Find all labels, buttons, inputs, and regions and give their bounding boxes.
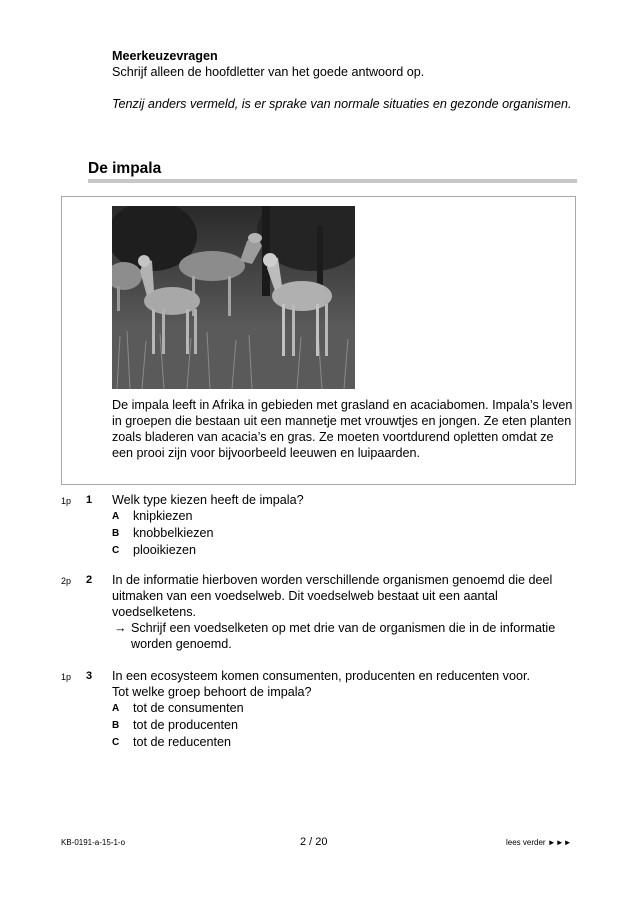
option-text: tot de consumenten: [133, 701, 244, 715]
question-2-instruction: [112, 620, 580, 652]
arrow-icon: →: [114, 621, 127, 635]
question-2: [112, 572, 580, 652]
question-1-option-a: [112, 508, 580, 525]
question-1-option-b: [112, 525, 580, 542]
intro-note: Tenzij anders vermeld, is er sprake van normale situaties en gezonde organismen.: [112, 97, 572, 111]
option-letter: C: [112, 545, 120, 556]
option-letter: B: [112, 720, 120, 731]
option-letter: B: [112, 528, 120, 539]
question-3-option-b: [112, 717, 580, 734]
question-3: [112, 668, 580, 751]
question-3-points: 1p: [61, 672, 72, 682]
option-text: tot de producenten: [133, 718, 239, 732]
footer-continue: lees verder ►►►: [506, 838, 572, 847]
section-title: De impala: [88, 160, 162, 177]
option-letter: A: [112, 511, 120, 522]
option-text: tot de reducenten: [133, 735, 232, 749]
question-1-option-c: [112, 542, 580, 559]
question-3-text: In een ecosysteem komen consumenten, producenten en reducenten voor.: [112, 669, 530, 683]
question-1: [112, 492, 580, 559]
question-3-option-c: [112, 734, 580, 751]
option-letter: A: [112, 703, 120, 714]
question-2-points: 2p: [61, 576, 72, 586]
question-2-text: In de informatie hierboven worden verschillende organismen genoemd die deel uitmaken van een voedselweb. Dit voedselweb bestaat uit een aantal voedselketens.: [112, 573, 553, 619]
intro-heading: Meerkeuzevragen: [112, 49, 218, 63]
impala-photo: [112, 206, 355, 389]
intro-instruction: Schrijf alleen de hoofdletter van het goede antwoord op.: [112, 65, 425, 79]
question-1-number: 1: [86, 494, 93, 506]
info-text: De impala leeft in Afrika in gebieden met grasland en acaciabomen. Impala’s leven in groepen die bestaan uit een mannetje met vrouwtjes en jongen. Ze eten planten zoals bladeren van acacia’s en gras. Ze moeten voortdurend opletten omdat ze een prooi zijn voor bijvoorbeeld leeuwen en luipaarden.: [112, 398, 573, 460]
footer-page-number: 2 / 20: [300, 836, 328, 848]
question-3-subtext: Tot welke groep behoort de impala?: [112, 685, 312, 699]
footer-exam-code: KB-0191-a-15-1-o: [61, 838, 126, 847]
section-divider: [88, 179, 577, 183]
question-1-text: Welk type kiezen heeft de impala?: [112, 493, 304, 507]
instruction-text: Schrijf een voedselketen op met drie van de organismen die in de informatie worden genoemd.: [130, 621, 556, 651]
option-text: knobbelkiezen: [133, 526, 214, 540]
option-letter: C: [112, 737, 120, 748]
question-3-number: 3: [86, 670, 93, 682]
intro-block: [112, 48, 582, 112]
question-1-points: 1p: [61, 496, 72, 506]
option-text: knipkiezen: [133, 509, 193, 523]
question-2-number: 2: [86, 574, 93, 586]
option-text: plooikiezen: [133, 543, 197, 557]
question-3-option-a: [112, 700, 580, 717]
